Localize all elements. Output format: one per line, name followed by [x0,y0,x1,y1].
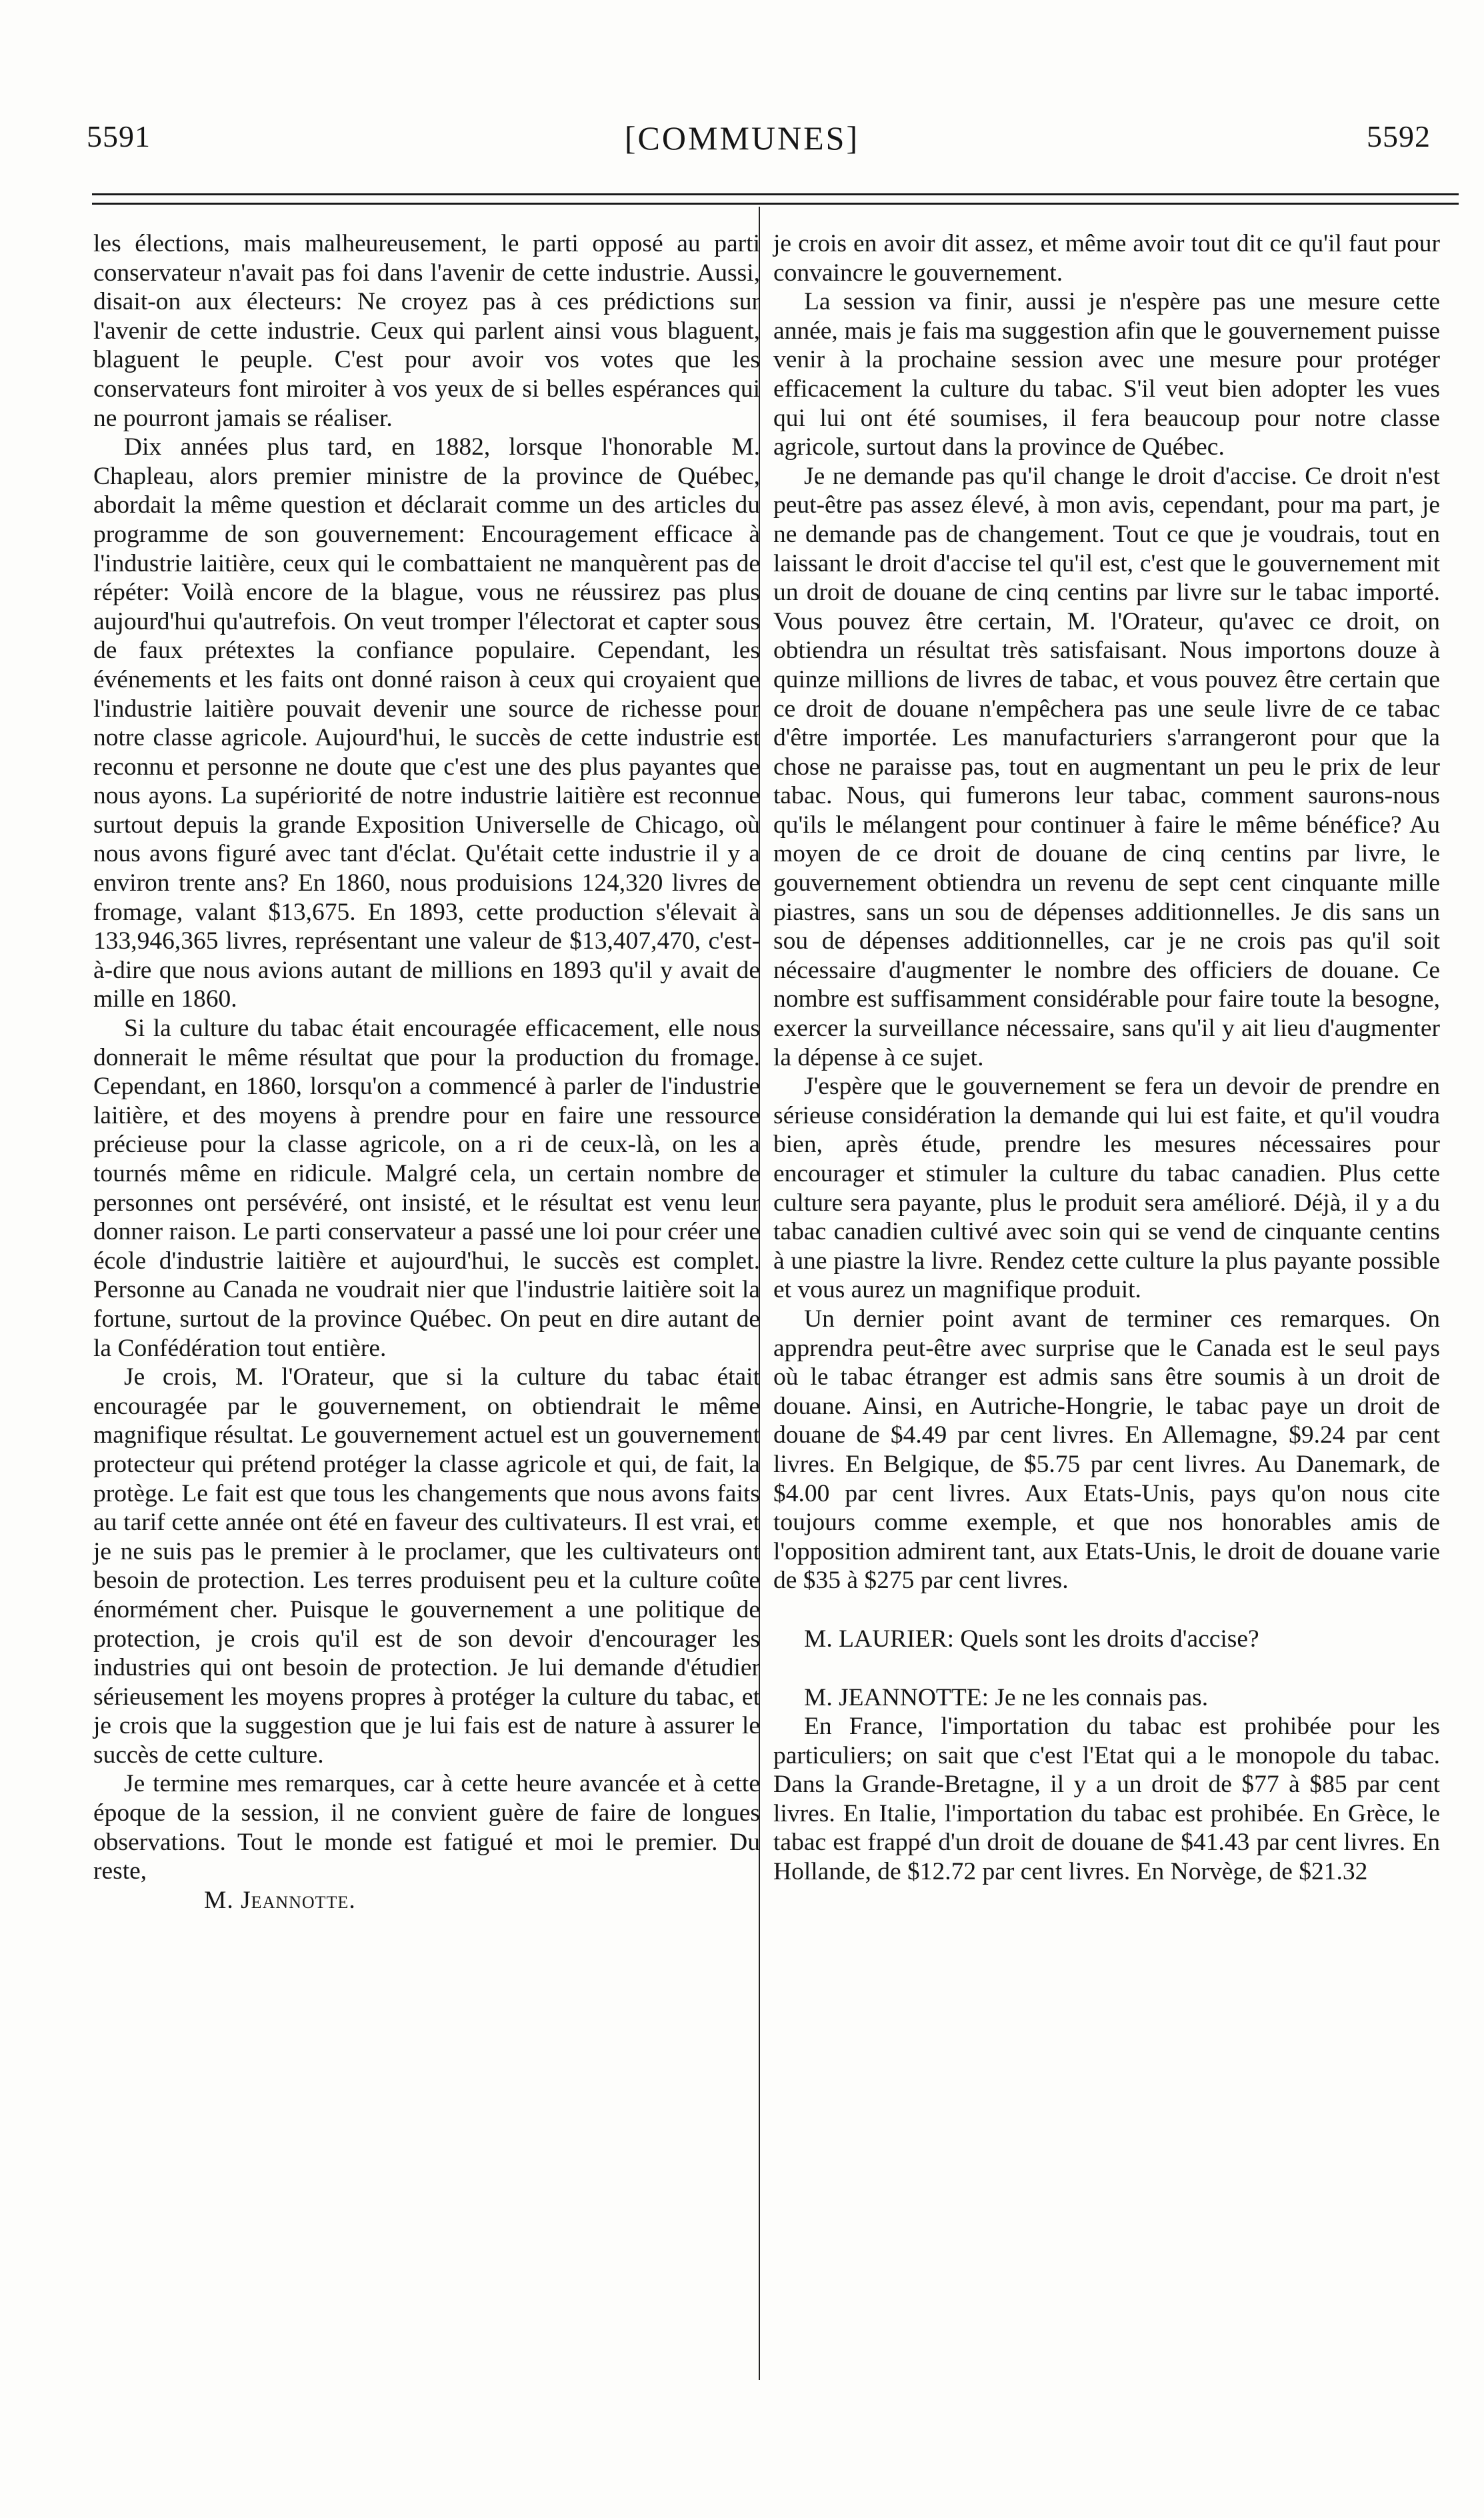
header-rule-top [92,193,1459,195]
paragraph: J'espère que le gouvernement se fera un devoir de prendre en sérieuse considération la demande qui lui est faite, et qu'il voudra bien, après étude, prendre les mesures nécessaires pour encourager et stimuler la culture du tabac canadien. Plus cette culture sera payante, plus le produit sera amélioré. Déjà, il y a du tabac canadien cultivé avec soin qui se vend de cinquante centins à une piastre la livre. Rendez cette culture la plus payante possible et vous aurez un magnifique produit. [773,1073,1440,1304]
page-number-left: 5591 [87,119,151,153]
paragraph: je crois en avoir dit assez, et même avoir tout dit ce qu'il faut pour convaincre le gouvernement. [773,230,1440,287]
paragraph: Si la culture du tabac était encouragée efficacement, elle nous donnerait le même résultat que pour la production du fromage. Cependant, en 1860, lorsqu'on a commencé à parler de l'industrie laitière, et des moyens à prendre pour en faire une ressource précieuse pour la classe agricole, on a ri de ceux-là, on les a tournés même en ridicule. Malgré cela, un certain nombre de personnes ont persévéré, ont insisté, et le résultat est venu leur donner raison. Le parti conservateur a passé une loi pour créer une école d'industrie laitière et aujourd'hui, le succès est complet. Personne au Canada ne voudrait nier que l'industrie laitière soit la fortune, surtout de la province Québec. On peut en dire autant de la Confédération tout entière. [93,1015,760,1362]
speaker-jeannotte: M. JEANNOTTE: Je ne les connais pas. [804,1683,1209,1711]
header-rule-bottom [92,203,1459,205]
page-number-right: 5592 [1367,119,1431,153]
paragraph: Je crois, M. l'Orateur, que si la culture du tabac était encouragée par le gouvernement, on obtiendrait le même magnifique résultat. Le gouvernement actuel est un gouvernement protecteur qui prétend protéger la classe agricole et qui, de fait, la protège. Le fait est que tous les changements que nous avons faits au tarif cette année ont été en faveur des cultivateurs. Il est vrai, et je ne suis pas le premier à le proclamer, que les cultivateurs ont besoin de protection. Les terres produisent peu et la culture coûte énormément cher. Puisque le gouvernement a une politique de protection, je crois qu'il est de son devoir d'encourager les industries qui ont besoin de protection. Je lui demande d'étudier sérieusement les moyens propres à protéger la culture du tabac, et je crois que la suggestion que je lui fais est de nature à assurer le succès de cette culture. [93,1363,760,1769]
paragraph: les élections, mais malheureusement, le parti opposé au parti conservateur n'avait pas foi dans l'avenir de cette industrie. Aussi, disait-on aux électeurs: Ne croyez pas à ces prédictions sur l'avenir de cette industrie. Ceux qui parlent ainsi vous blaguent, blaguent le peuple. C'est pour avoir vos votes que les conservateurs font miroiter à vos yeux de si belles espérances qui ne pourront jamais se réaliser. [93,230,760,432]
paragraph: Je termine mes remarques, car à cette heure avancée et à cette époque de la session, il ne convient guère de faire de longues observations. Tout le monde est fatigué et moi le premier. Du reste, [93,1770,760,1885]
paragraph: Un dernier point avant de terminer ces remarques. On apprendra peut-être avec surprise que le Canada est le seul pays où le tabac étranger est admis sans être soumis à un droit de douane. Ainsi, en Autriche-Hongrie, le tabac paye un droit de douane de $4.49 par cent livres. En Allemagne, $9.24 par cent livres. En Belgique, de $5.75 par cent livres. Au Danemark, de $4.00 par cent livres. Aux Etats-Unis, pays qu'on nous cite toujours comme exemple, et que nos honorables amis de l'opposition admirent tant, aux Etats-Unis, le droit de douane varie de $35 à $275 par cent livres. [773,1305,1440,1595]
paragraph: La session va finir, aussi je n'espère pas une mesure cette année, mais je fais ma suggestion afin que le gouvernement puisse venir à la prochaine session avec une mesure pour protéger efficacement la culture du tabac. S'il veut bien adopter les vues qui lui ont été soumises, il fera beaucoup pour notre classe agricole, surtout dans la province de Québec. [773,288,1440,461]
speaker-signature: M. Jeannotte. [204,1886,356,1914]
page-header [0,119,1484,159]
left-column [93,229,760,1915]
paragraph: Je ne demande pas qu'il change le droit d'accise. Ce droit n'est peut-être pas assez élevé, à mon avis, cependant, pour ma part, je ne demande pas de changement. Tout ce que je voudrais, tout en laissant le droit d'accise tel qu'il est, c'est que le gouvernement mit un droit de douane de cinq centins par livre sur le tabac importé. Vous pouvez être certain, M. l'Orateur, qu'avec ce droit, on obtiendra un résultat très satisfaisant. Nous importons douze à quinze millions de livres de tabac, et vous pouvez être certain que ce droit de douane n'empêchera pas une seule livre de ce tabac d'être importée. Les manufacturiers s'arrangeront pour que la chose ne paraisse pas, tout en augmentant un peu le prix de leur tabac. Nous, qui fumerons leur tabac, comment saurons-nous qu'ils le mélangent pour continuer à faire le même bénéfice? Au moyen de ce droit de douane de cinq centins par livre, le gouvernement obtiendra un revenu de sept cent cinquante mille piastres, sans un sou de dépenses additionnelles. Je dis sans un sou de dépenses additionnelles, car je ne crois pas qu'il soit nécessaire d'augmenter le nombre des officiers de douane. Ce nombre est suffisamment considérable pour faire toute la besogne, exercer la surveillance nécessaire, sans qu'il y ait lieu d'augmenter la dépense à ce sujet. [773,462,1440,1071]
running-title: [COMMUNES] [624,119,860,157]
right-column [773,229,1440,1887]
paragraph: En France, l'importation du tabac est prohibée pour les particuliers; on sait que c'est l'Etat qui a le monopole du tabac. Dans la Grande-Bretagne, il y a un droit de $77 à $85 par cent livres. En Italie, l'importation du tabac est prohibée. En Grèce, le tabac est frappé d'un droit de douane de $41.43 par cent livres. En Hollande, de $12.72 par cent livres. En Norvège, de $21.32 [773,1713,1440,1886]
paragraph: Dix années plus tard, en 1882, lorsque l'honorable M. Chapleau, alors premier ministre de la province de Québec, abordait la même question et déclarait comme un des articles du programme de son gouvernement: Encouragement efficace à l'industrie laitière, ceux qui le combattaient ne manquèrent pas de répéter: Voilà encore de la blague, vous ne réussirez pas plus aujourd'hui qu'autrefois. On veut tromper l'électorat et capter sous de faux prétextes la confiance populaire. Cependant, les événements et les faits ont donné raison à ceux qui croyaient que l'industrie laitière pouvait devenir une source de richesse pour notre classe agricole. Aujourd'hui, le succès de cette industrie est reconnu et personne ne doute que c'est une des plus payantes que nous ayons. La supériorité de notre industrie laitière est reconnue surtout depuis la grande Exposition Universelle de Chicago, où nous avons figuré avec tant d'éclat. Qu'était cette industrie il y a environ trente ans? En 1860, nous produisions 124,320 livres de fromage, valant $13,675. En 1893, cette production s'élevait à 133,946,365 livres, représentant une valeur de $13,407,470, c'est-à-dire que nous avions autant de millions en 1893 qu'il y avait de mille en 1860. [93,433,760,1013]
speaker-laurier: M. LAURIER: Quels sont les droits d'accise? [804,1625,1259,1653]
